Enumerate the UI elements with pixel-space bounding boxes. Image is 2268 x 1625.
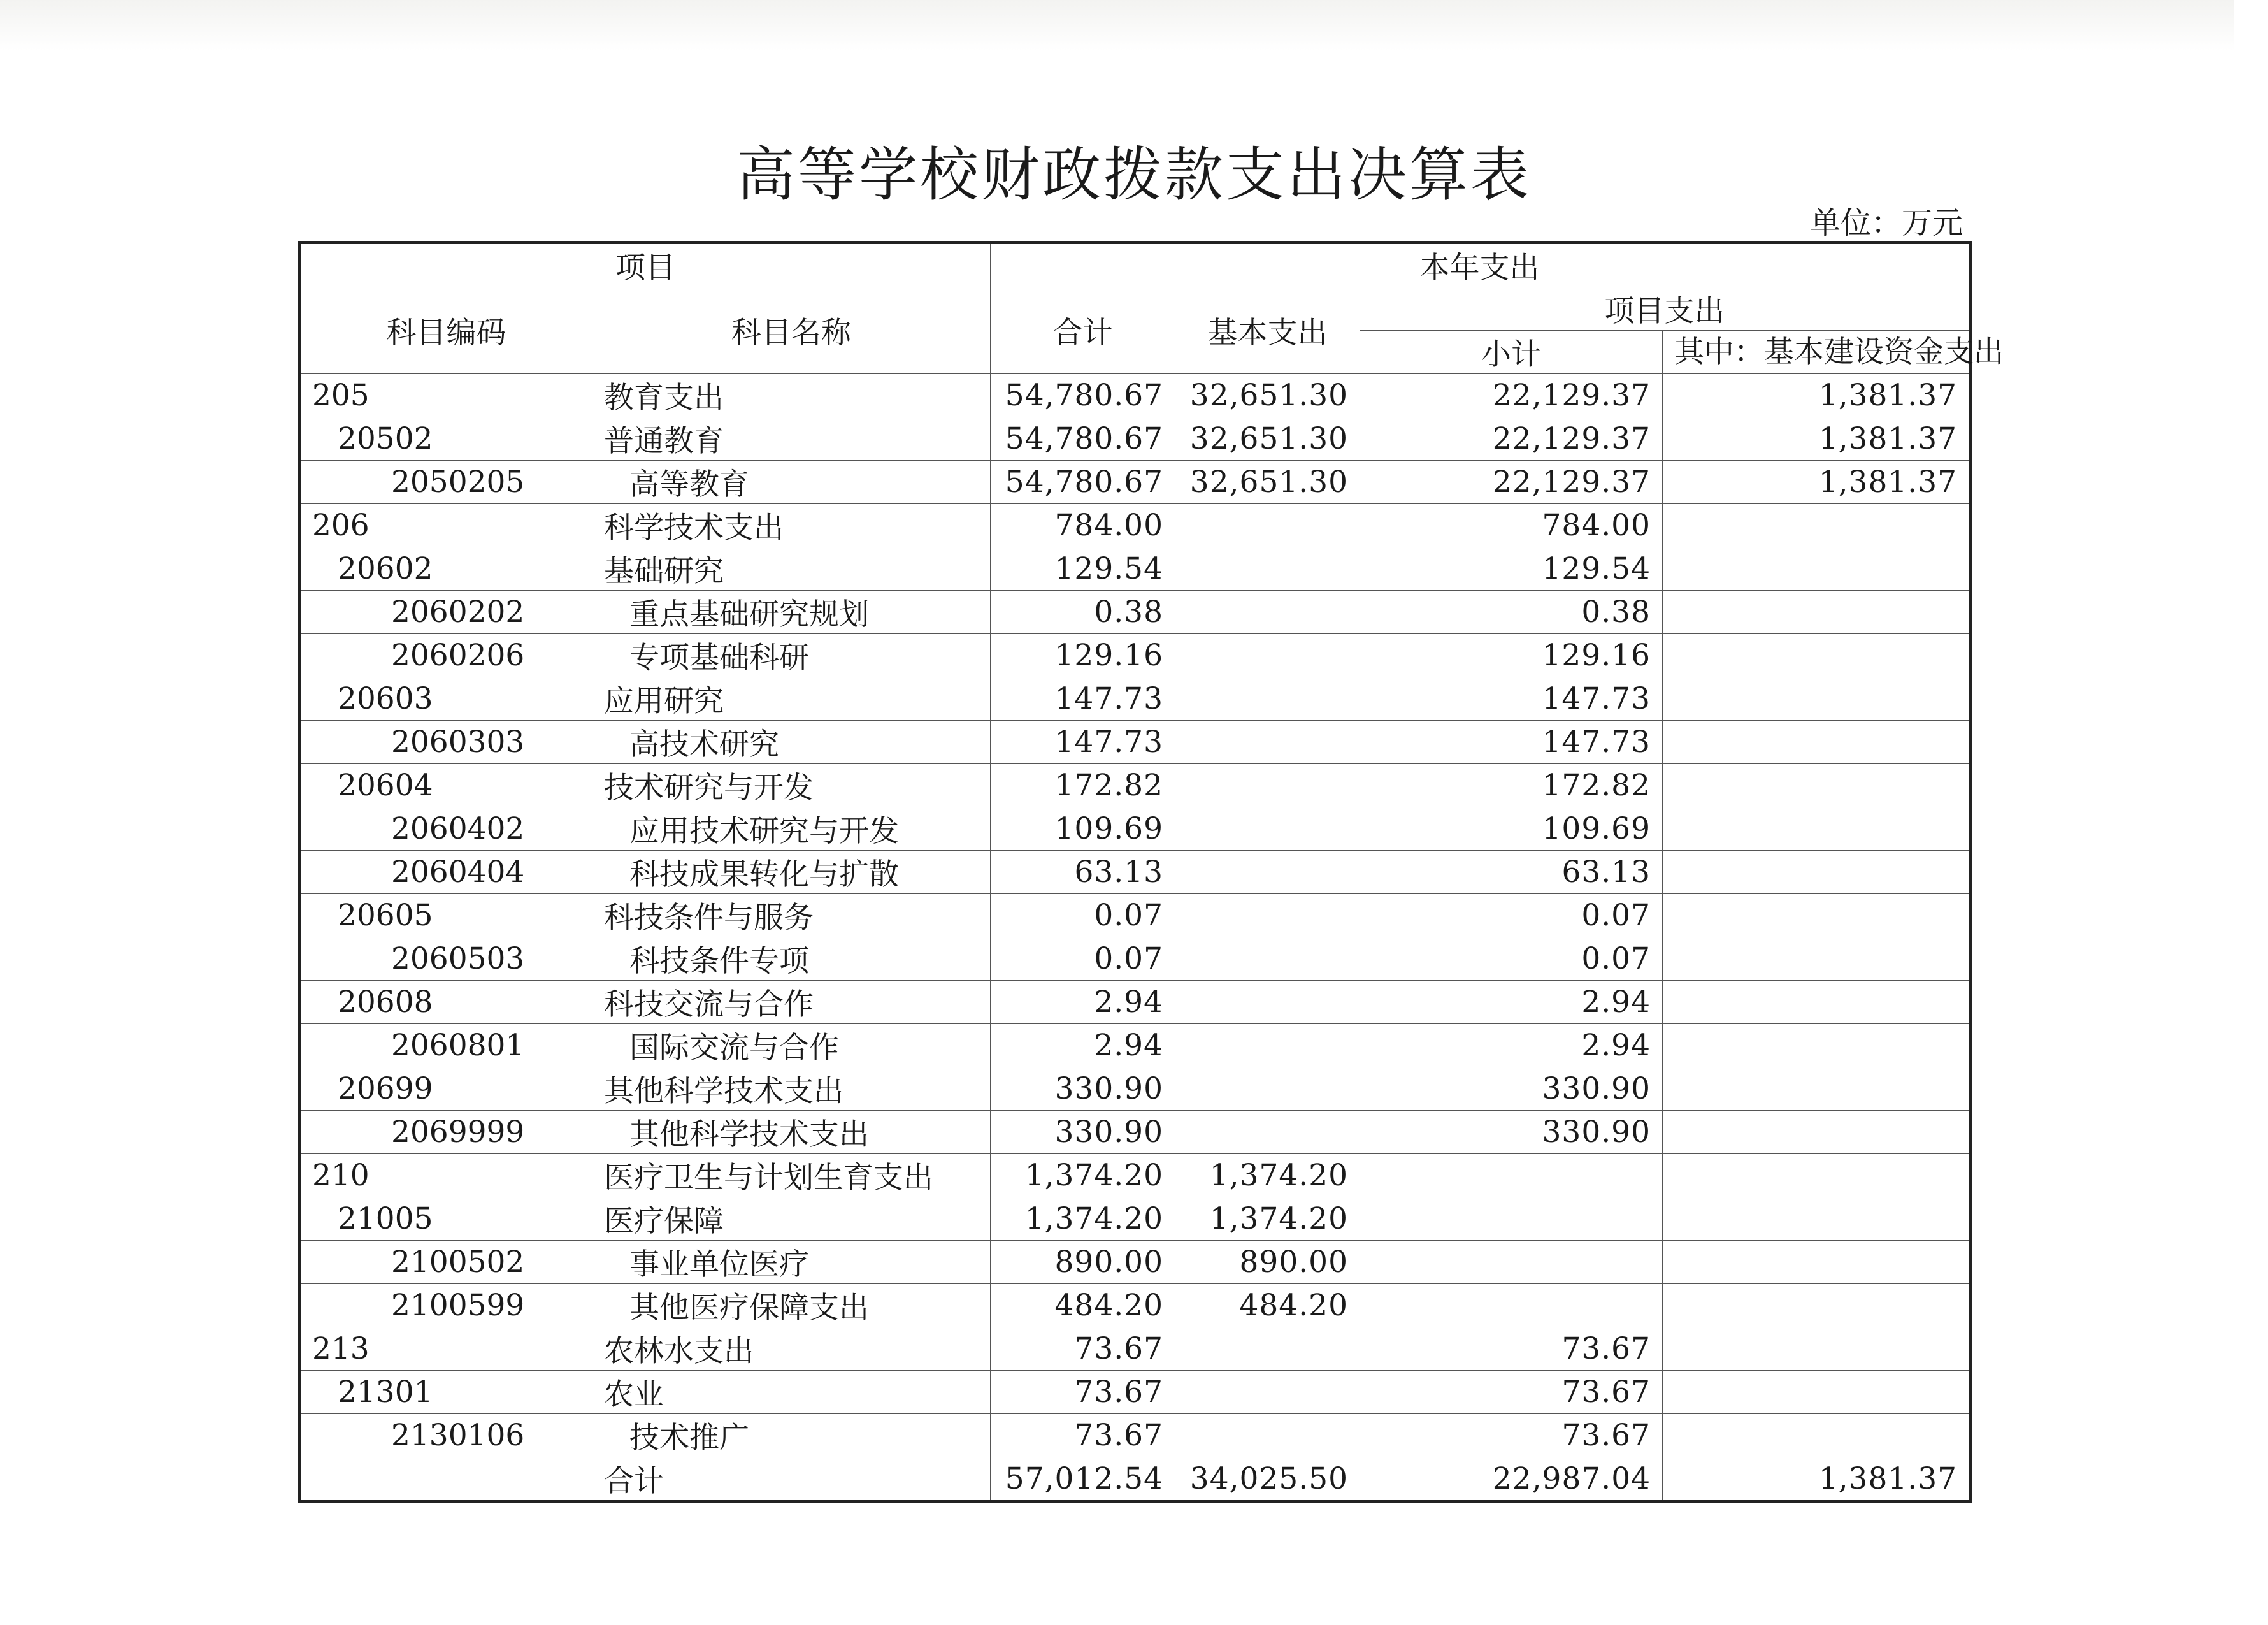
table-row [299, 764, 1970, 807]
capital-cell [1663, 1414, 1970, 1457]
code-cell: 2100599 [299, 1284, 592, 1327]
basic-cell [1175, 937, 1360, 981]
code-cell: 20608 [299, 981, 592, 1024]
subtotal-cell: 22,129.37 [1360, 417, 1663, 461]
basic-cell [1175, 1024, 1360, 1067]
subtotal-cell: 330.90 [1360, 1111, 1663, 1154]
table-row [299, 374, 1970, 417]
table-row [299, 634, 1970, 677]
capital-cell [1663, 851, 1970, 894]
header-row-2 [299, 287, 1970, 331]
code-cell: 2060404 [299, 851, 592, 894]
total-cell: 63.13 [991, 851, 1175, 894]
total-cell: 0.38 [991, 591, 1175, 634]
basic-cell [1175, 807, 1360, 851]
code-cell: 20699 [299, 1067, 592, 1111]
name-cell: 其他医疗保障支出 [592, 1284, 991, 1327]
capital-cell [1663, 807, 1970, 851]
total-cell: 1,374.20 [991, 1197, 1175, 1241]
name-cell: 高技术研究 [592, 721, 991, 764]
header-basic: 基本支出 [1175, 287, 1360, 374]
total-row-total: 57,012.54 [991, 1457, 1175, 1502]
table-row [299, 1197, 1970, 1241]
basic-cell [1175, 547, 1360, 591]
subtotal-cell [1360, 1197, 1663, 1241]
basic-cell: 484.20 [1175, 1284, 1360, 1327]
name-cell: 科技条件专项 [592, 937, 991, 981]
table-row [299, 1111, 1970, 1154]
basic-cell: 32,651.30 [1175, 461, 1360, 504]
capital-cell [1663, 634, 1970, 677]
code-cell: 210 [299, 1154, 592, 1197]
basic-cell: 890.00 [1175, 1241, 1360, 1284]
code-cell: 213 [299, 1327, 592, 1371]
name-cell: 应用研究 [592, 677, 991, 721]
code-cell: 2069999 [299, 1111, 592, 1154]
total-cell: 330.90 [991, 1067, 1175, 1111]
capital-cell [1663, 1327, 1970, 1371]
name-cell: 技术研究与开发 [592, 764, 991, 807]
name-cell: 科技成果转化与扩散 [592, 851, 991, 894]
name-cell: 其他科学技术支出 [592, 1111, 991, 1154]
basic-cell [1175, 1111, 1360, 1154]
table-row [299, 894, 1970, 937]
code-cell: 2060503 [299, 937, 592, 981]
header-current-year: 本年支出 [991, 243, 1970, 287]
header-subtotal: 小计 [1360, 331, 1663, 374]
total-row-code [299, 1457, 592, 1502]
total-cell: 147.73 [991, 721, 1175, 764]
total-row-subtotal: 22,987.04 [1360, 1457, 1663, 1502]
table-row [299, 937, 1970, 981]
name-cell: 农林水支出 [592, 1327, 991, 1371]
name-cell: 其他科学技术支出 [592, 1067, 991, 1111]
table-row [299, 1154, 1970, 1197]
total-cell: 129.16 [991, 634, 1175, 677]
subtotal-cell: 0.07 [1360, 894, 1663, 937]
basic-cell [1175, 894, 1360, 937]
basic-cell [1175, 591, 1360, 634]
basic-cell [1175, 634, 1360, 677]
capital-cell [1663, 721, 1970, 764]
total-cell: 73.67 [991, 1371, 1175, 1414]
name-cell: 应用技术研究与开发 [592, 807, 991, 851]
code-cell: 206 [299, 504, 592, 547]
code-cell: 2050205 [299, 461, 592, 504]
capital-cell [1663, 677, 1970, 721]
table-row [299, 1067, 1970, 1111]
capital-cell [1663, 504, 1970, 547]
table-row [299, 981, 1970, 1024]
total-cell: 0.07 [991, 937, 1175, 981]
basic-cell [1175, 1327, 1360, 1371]
total-cell: 147.73 [991, 677, 1175, 721]
subtotal-cell: 22,129.37 [1360, 374, 1663, 417]
capital-cell: 1,381.37 [1663, 417, 1970, 461]
table-row [299, 1024, 1970, 1067]
total-cell: 73.67 [991, 1327, 1175, 1371]
total-cell: 73.67 [991, 1414, 1175, 1457]
subtotal-cell: 0.07 [1360, 937, 1663, 981]
table-row [299, 547, 1970, 591]
code-cell: 2130106 [299, 1414, 592, 1457]
table-row [299, 417, 1970, 461]
total-cell: 54,780.67 [991, 461, 1175, 504]
name-cell: 高等教育 [592, 461, 991, 504]
capital-cell [1663, 1241, 1970, 1284]
subtotal-cell [1360, 1284, 1663, 1327]
page-title: 高等学校财政拨款支出决算表 [736, 141, 1532, 209]
header-total: 合计 [991, 287, 1175, 374]
capital-cell [1663, 591, 1970, 634]
subtotal-cell: 109.69 [1360, 807, 1663, 851]
subtotal-cell: 147.73 [1360, 677, 1663, 721]
code-cell: 20502 [299, 417, 592, 461]
name-cell: 国际交流与合作 [592, 1024, 991, 1067]
total-cell: 484.20 [991, 1284, 1175, 1327]
total-cell: 890.00 [991, 1241, 1175, 1284]
code-cell: 20604 [299, 764, 592, 807]
code-cell: 20605 [299, 894, 592, 937]
subtotal-cell: 129.16 [1360, 634, 1663, 677]
basic-cell: 1,374.20 [1175, 1197, 1360, 1241]
table-row [299, 591, 1970, 634]
capital-cell [1663, 981, 1970, 1024]
code-cell: 20603 [299, 677, 592, 721]
capital-cell [1663, 547, 1970, 591]
basic-cell [1175, 1067, 1360, 1111]
header-project-expense: 项目支出 [1360, 287, 1970, 331]
name-cell: 普通教育 [592, 417, 991, 461]
total-cell: 54,780.67 [991, 374, 1175, 417]
subtotal-cell: 147.73 [1360, 721, 1663, 764]
name-cell: 农业 [592, 1371, 991, 1414]
capital-cell [1663, 1284, 1970, 1327]
basic-cell [1175, 981, 1360, 1024]
subtotal-cell: 330.90 [1360, 1067, 1663, 1111]
table-row [299, 504, 1970, 547]
capital-cell [1663, 1154, 1970, 1197]
header-row-1 [299, 243, 1970, 287]
total-cell: 54,780.67 [991, 417, 1175, 461]
name-cell: 事业单位医疗 [592, 1241, 991, 1284]
capital-cell: 1,381.37 [1663, 461, 1970, 504]
total-cell: 784.00 [991, 504, 1175, 547]
subtotal-cell: 73.67 [1360, 1327, 1663, 1371]
total-cell: 0.07 [991, 894, 1175, 937]
subtotal-cell: 784.00 [1360, 504, 1663, 547]
table-row [299, 1327, 1970, 1371]
subtotal-cell: 2.94 [1360, 981, 1663, 1024]
subtotal-cell: 22,129.37 [1360, 461, 1663, 504]
name-cell: 科学技术支出 [592, 504, 991, 547]
subtotal-cell: 2.94 [1360, 1024, 1663, 1067]
code-cell: 2060202 [299, 591, 592, 634]
name-cell: 重点基础研究规划 [592, 591, 991, 634]
header-code: 科目编码 [299, 287, 592, 374]
total-cell: 109.69 [991, 807, 1175, 851]
capital-cell [1663, 1111, 1970, 1154]
code-cell: 20602 [299, 547, 592, 591]
subtotal-cell [1360, 1154, 1663, 1197]
basic-cell: 32,651.30 [1175, 417, 1360, 461]
basic-cell [1175, 1414, 1360, 1457]
name-cell: 医疗保障 [592, 1197, 991, 1241]
code-cell: 205 [299, 374, 592, 417]
basic-cell [1175, 677, 1360, 721]
capital-cell: 1,381.37 [1663, 374, 1970, 417]
expenditure-table [298, 241, 2004, 1503]
basic-cell: 32,651.30 [1175, 374, 1360, 417]
header-project: 项目 [299, 243, 991, 287]
table-row [299, 721, 1970, 764]
subtotal-cell: 129.54 [1360, 547, 1663, 591]
total-cell: 330.90 [991, 1111, 1175, 1154]
name-cell: 科技条件与服务 [592, 894, 991, 937]
subtotal-cell: 172.82 [1360, 764, 1663, 807]
table-row [299, 1371, 1970, 1414]
total-row-label: 合计 [592, 1457, 991, 1502]
name-cell: 技术推广 [592, 1414, 991, 1457]
basic-cell [1175, 721, 1360, 764]
unit-label: 单位：万元 [1809, 205, 1963, 241]
code-cell: 2100502 [299, 1241, 592, 1284]
basic-cell [1175, 764, 1360, 807]
capital-cell [1663, 1024, 1970, 1067]
total-cell: 2.94 [991, 981, 1175, 1024]
name-cell: 基础研究 [592, 547, 991, 591]
total-cell: 1,374.20 [991, 1154, 1175, 1197]
code-cell: 21301 [299, 1371, 592, 1414]
total-cell: 129.54 [991, 547, 1175, 591]
total-cell: 172.82 [991, 764, 1175, 807]
code-cell: 2060402 [299, 807, 592, 851]
code-cell: 2060801 [299, 1024, 592, 1067]
capital-cell [1663, 1197, 1970, 1241]
basic-cell: 1,374.20 [1175, 1154, 1360, 1197]
capital-cell [1663, 894, 1970, 937]
capital-cell [1663, 764, 1970, 807]
total-row [299, 1457, 1970, 1502]
total-cell: 2.94 [991, 1024, 1175, 1067]
header-name: 科目名称 [592, 287, 991, 374]
table-row [299, 677, 1970, 721]
name-cell: 医疗卫生与计划生育支出 [592, 1154, 991, 1197]
total-row-capital: 1,381.37 [1663, 1457, 1970, 1502]
subtotal-cell: 63.13 [1360, 851, 1663, 894]
basic-cell [1175, 1371, 1360, 1414]
subtotal-cell: 73.67 [1360, 1414, 1663, 1457]
table-row [299, 851, 1970, 894]
basic-cell [1175, 851, 1360, 894]
header-capital: 其中：基本建设资金支出 [1663, 331, 1970, 374]
table-row [299, 461, 1970, 504]
table-row [299, 1414, 1970, 1457]
capital-cell [1663, 1371, 1970, 1414]
total-row-basic: 34,025.50 [1175, 1457, 1360, 1502]
subtotal-cell [1360, 1241, 1663, 1284]
basic-cell [1175, 504, 1360, 547]
name-cell: 专项基础科研 [592, 634, 991, 677]
code-cell: 2060303 [299, 721, 592, 764]
table-row [299, 1241, 1970, 1284]
scan-edge [0, 0, 2234, 51]
subtotal-cell: 0.38 [1360, 591, 1663, 634]
code-cell: 2060206 [299, 634, 592, 677]
name-cell: 教育支出 [592, 374, 991, 417]
capital-cell [1663, 1067, 1970, 1111]
subtotal-cell: 73.67 [1360, 1371, 1663, 1414]
table-row [299, 1284, 1970, 1327]
name-cell: 科技交流与合作 [592, 981, 991, 1024]
capital-cell [1663, 937, 1970, 981]
code-cell: 21005 [299, 1197, 592, 1241]
table-row [299, 807, 1970, 851]
